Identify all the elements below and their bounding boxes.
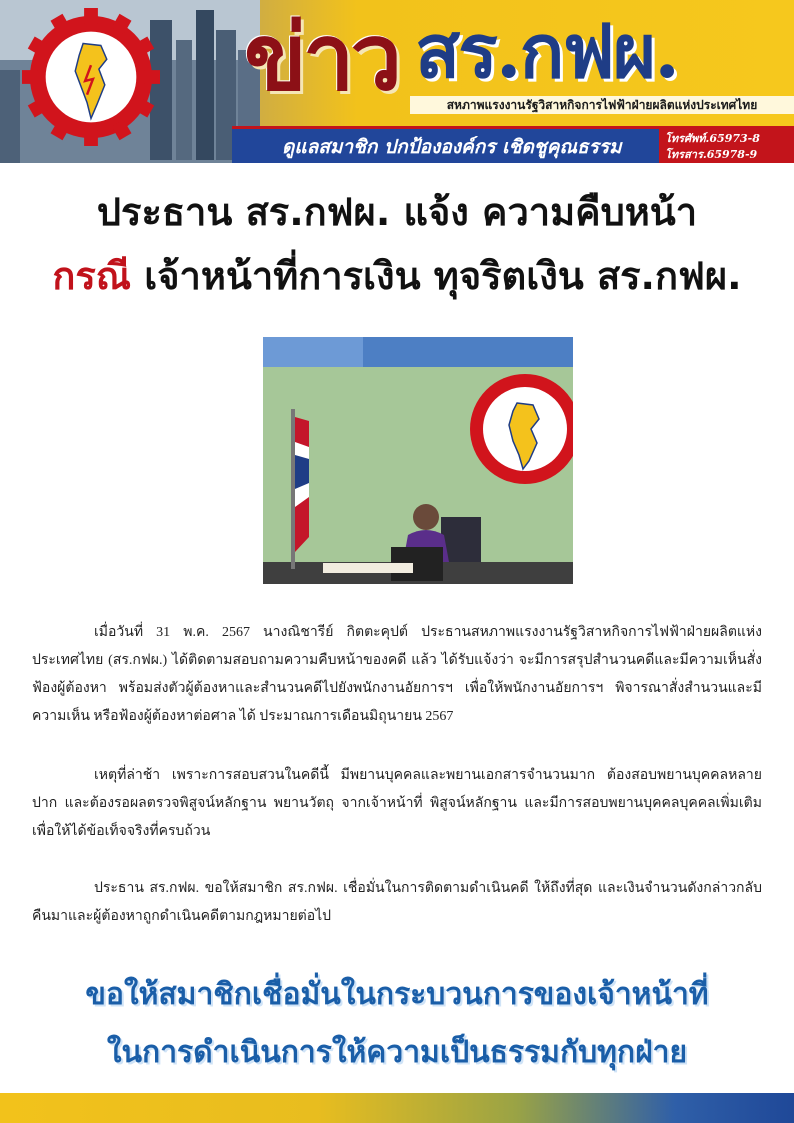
header-slogan: ดูแลสมาชิก ปกป้ององค์กร เชิดชูคุณธรรม xyxy=(282,136,622,158)
union-logo xyxy=(22,8,160,146)
body-paragraph-3: ประธาน สร.กฟผ. ขอให้สมาชิก สร.กฟผ. เชื่อมั่นในการติดตามดำเนินคดี ให้ถึงที่สุด และเงินจำนวนดังกล่าวกลับคืนมาและผู้ต้องหาถูกดำเนินคดีตามกฎหมายต่อไป xyxy=(32,881,762,924)
headline-line-1: ประธาน สร.กฟผ. แจ้ง ความคืบหน้า xyxy=(96,190,698,234)
meeting-photo xyxy=(263,337,573,584)
brand-word: ข่าว xyxy=(244,3,399,111)
headline-rest: เจ้าหน้าที่การเงิน ทุจริตเงิน สร.กฟผ. xyxy=(131,254,742,298)
headline-line-2 xyxy=(0,248,794,304)
closing-line-1: ขอให้สมาชิกเชื่อมั่นในกระบวนการของเจ้าหน้าที่ xyxy=(85,977,709,1012)
footer-bar xyxy=(0,1093,794,1123)
body-paragraph-1: เมื่อวันที่ 31 พ.ค. 2567 นางณิชารีย์ กิตตะคุปต์ ประธานสหภาพแรงงานรัฐวิสาหกิจการไฟฟ้าฝ่ายผลิตแห่งประเทศไทย (สร.กฟผ.) ได้ติดตามสอบถามความคืบหน้าของคดี แล้ว ได้รับแจ้งว่า จะมีการสรุปสำนวนคดีและมีความเห็นสั่งฟ้องผู้ต้องหา พร้อมส่งตัวผู้ต้องหาและสำนวนคดีไปยังพนักงานอัยการฯ เพื่อให้พนักงานอัยการฯ พิจารณาสั่งสำนวนและมีความเห็น หรือฟ้องผู้ต้องหาต่อศาล ได้ ประมาณการเดือนมิถุนายน 2567 xyxy=(32,625,762,724)
header-banner xyxy=(0,0,794,163)
closing-line-2: ในการดำเนินการให้ความเป็นธรรมกับทุกฝ่าย xyxy=(106,1035,688,1070)
slogan-band xyxy=(232,126,794,163)
contact-box xyxy=(659,126,794,163)
headline-highlight: กรณี xyxy=(52,254,132,298)
phone-number: โทรศัพท์.65973-8 xyxy=(665,132,760,145)
brand-org: สร.กฟผ. xyxy=(415,9,678,95)
brand-subtitle: สหภาพแรงงานรัฐวิสาหกิจการไฟฟ้าฝ่ายผลิตแห่งประเทศไทย xyxy=(410,96,794,114)
fax-number: โทรสาร.65978-9 xyxy=(665,148,758,161)
body-paragraph-2: เหตุที่ล่าช้า เพราะการสอบสวนในคดีนี้ มีพยานบุคคลและพยานเอกสารจำนวนมาก ต้องสอบพยานบุคคลหลายปาก และต้องรอผลตรวจพิสูจน์หลักฐาน พยานวัตถุ จากเจ้าหน้าที่ พิสูจน์หลักฐาน และมีการสอบพยานบุคคลบุคคลเพิ่มเติม เพื่อให้ได้ข้อเท็จจริงที่ครบถ้วน xyxy=(32,768,762,839)
